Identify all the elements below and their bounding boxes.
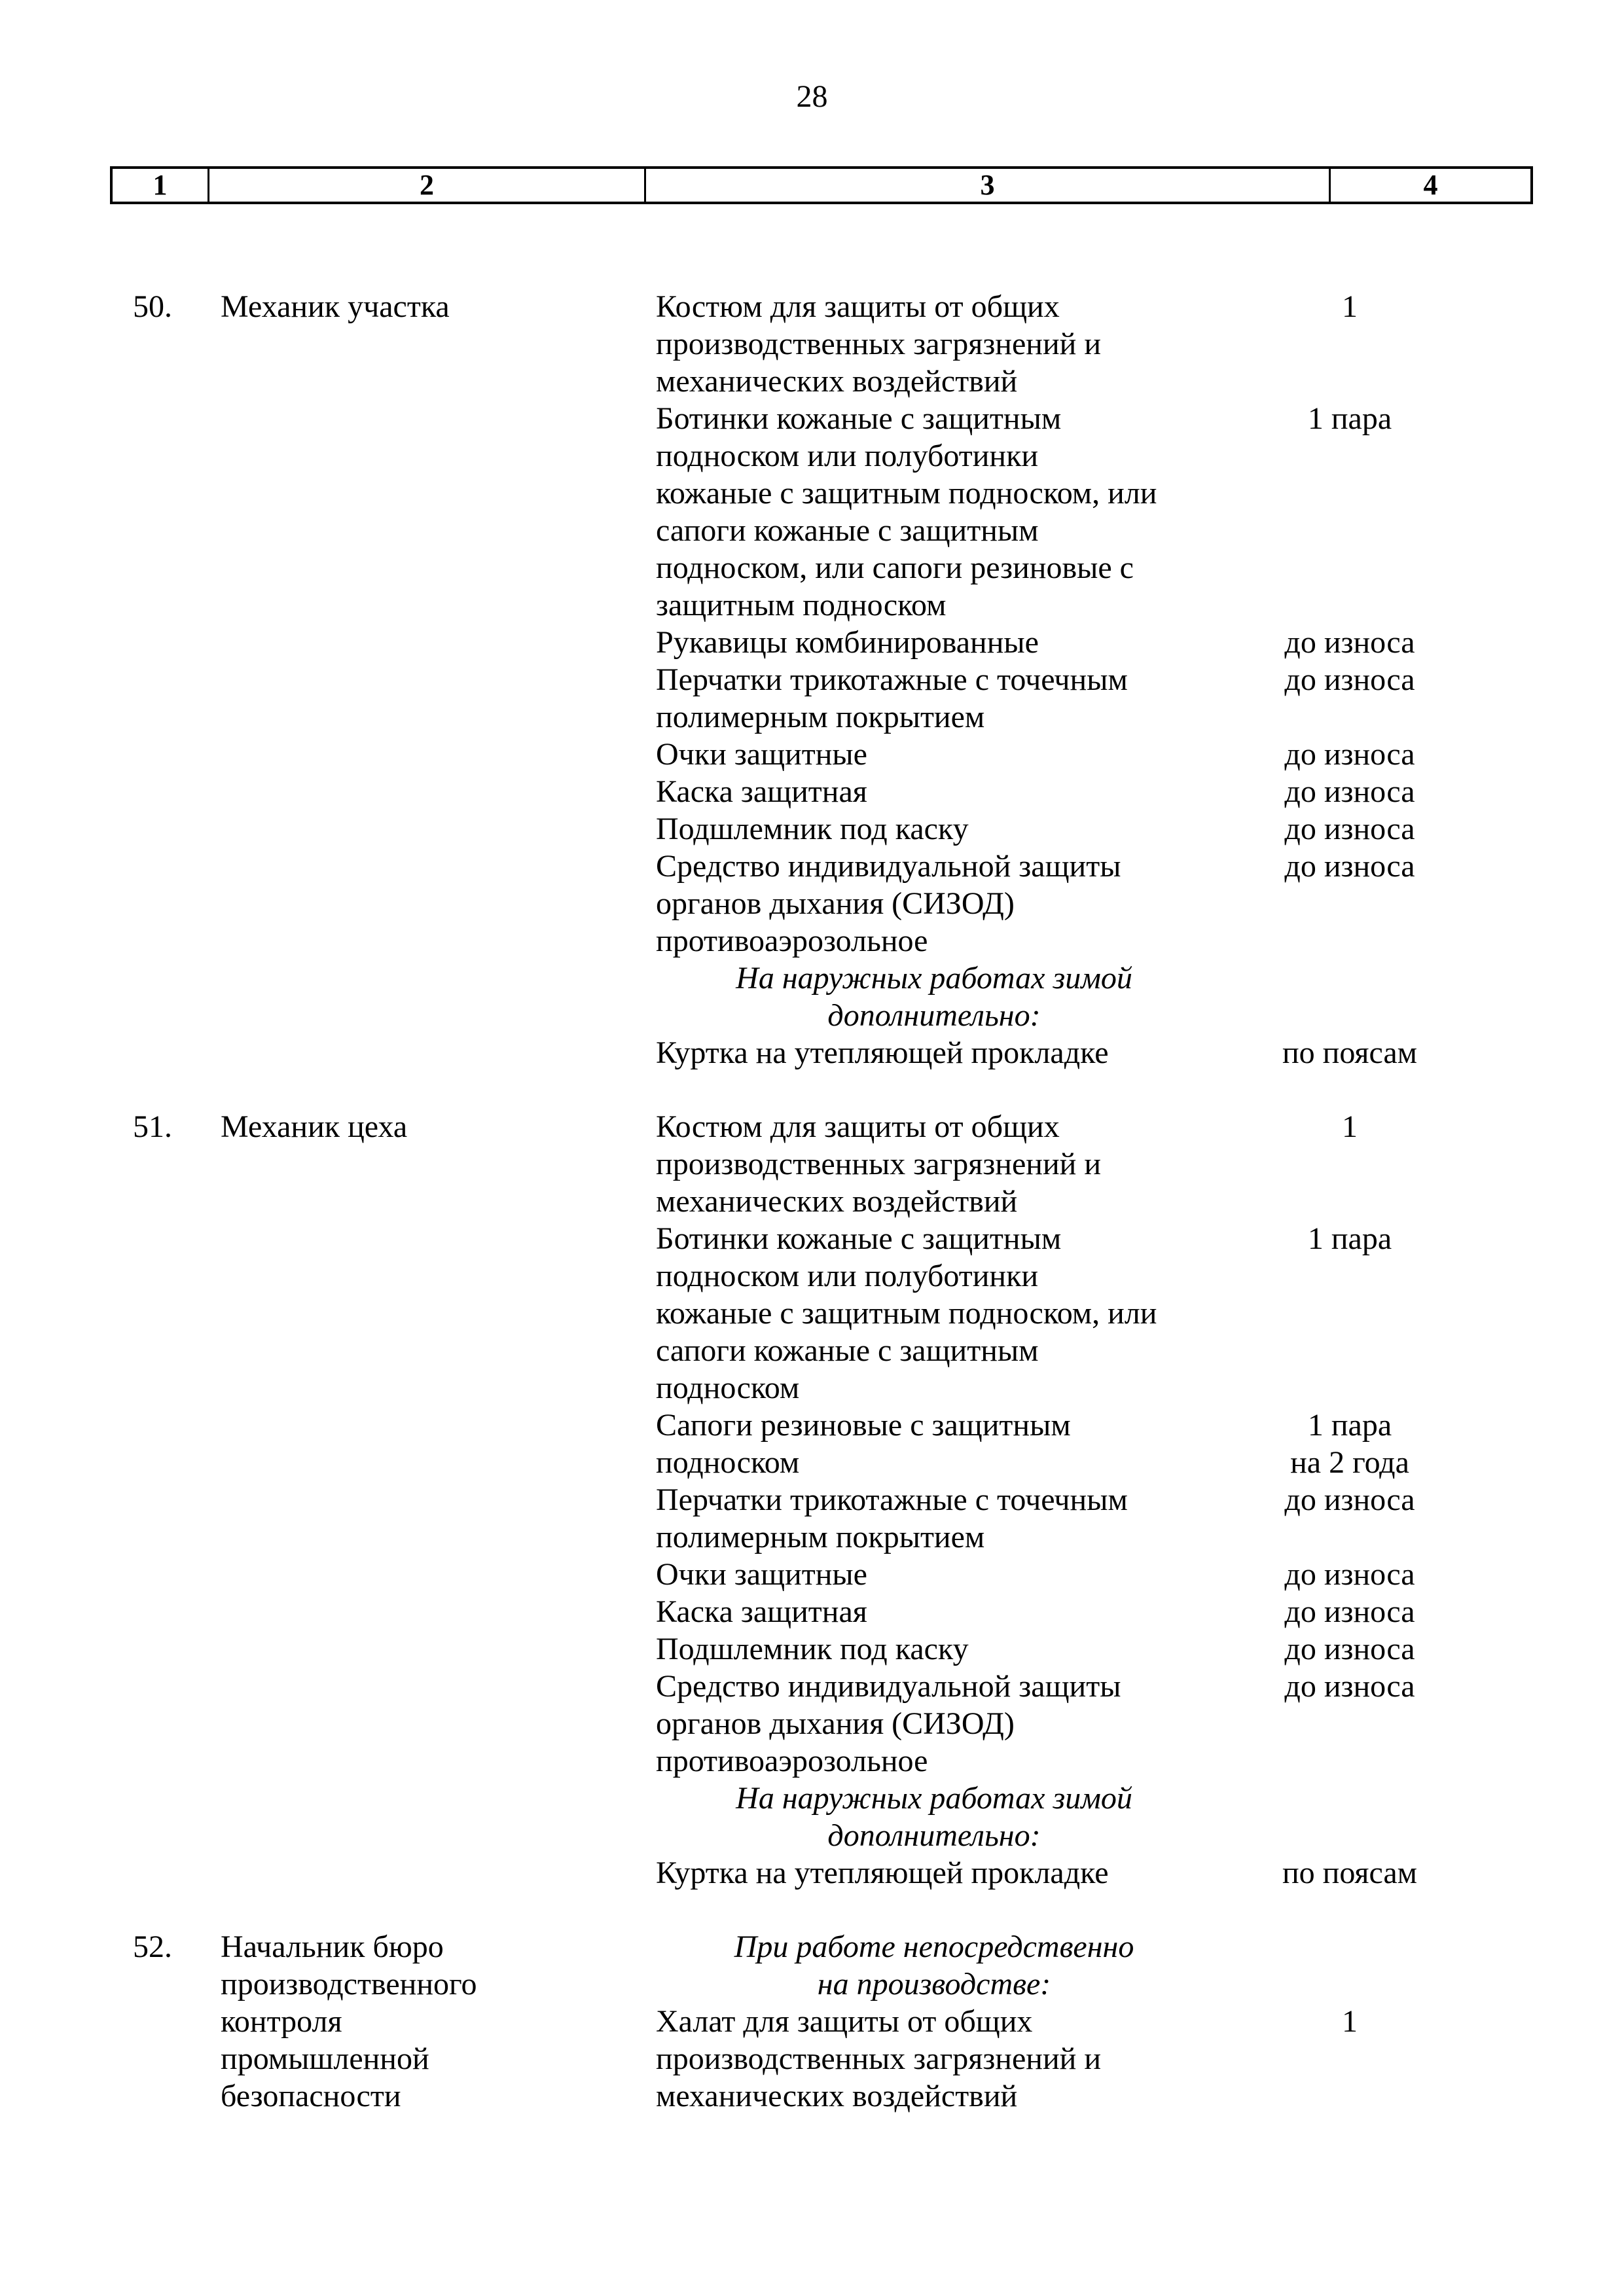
equipment-name-line: кожаные с защитным подноском, или — [656, 1296, 1157, 1331]
equipment-name-line: Перчатки трикотажные с точечным — [656, 662, 1128, 697]
row-number: 51. — [133, 1109, 172, 1144]
equipment-name — [656, 1108, 1212, 1220]
equipment-name-line: противоаэрозольное — [656, 1744, 928, 1778]
row-number: 50. — [133, 289, 172, 324]
equipment-quantity — [1212, 1407, 1487, 1481]
equipment-name-line: противоаэрозольное — [656, 924, 928, 958]
equipment-quantity-line: 1 — [1342, 289, 1358, 324]
condition-note-line: дополнительно: — [827, 1818, 1041, 1853]
equipment-name-line: защитным подноском — [656, 588, 947, 622]
equipment-list — [656, 1108, 1533, 1892]
equipment-name-line: органов дыхания (СИЗОД) — [656, 886, 1015, 921]
equipment-name-line: Рукавицы комбинированные — [656, 625, 1039, 660]
equipment-name-line: Ботинки кожаные с защитным — [656, 1221, 1062, 1256]
header-col-1: 1 — [113, 169, 209, 202]
equipment-quantity — [1212, 661, 1487, 736]
equipment-name-line: Подшлемник под каску — [656, 1632, 969, 1666]
equipment-item — [656, 1481, 1533, 1556]
condition-note-line: на производстве: — [817, 1967, 1051, 2001]
equipment-name-line: органов дыхания (СИЗОД) — [656, 1706, 1015, 1741]
equipment-quantity-line: 1 пара — [1307, 1408, 1392, 1443]
equipment-name — [656, 661, 1212, 736]
equipment-name-line: производственных загрязнений и — [656, 2041, 1102, 2076]
equipment-item — [656, 624, 1533, 661]
position-title-line: безопасности — [221, 2079, 401, 2113]
condition-note-line: При работе непосредственно — [734, 1929, 1134, 1964]
equipment-name-line: полимерным покрытием — [656, 1520, 985, 1554]
position-title-line: Начальник бюро — [221, 1929, 444, 1964]
table-row — [0, 1108, 1624, 1892]
condition-note-line: дополнительно: — [827, 998, 1041, 1033]
equipment-name-line: подноском — [656, 1371, 800, 1405]
equipment-item — [656, 2003, 1533, 2115]
position-title-line: контроля — [221, 2004, 342, 2039]
equipment-name-line: полимерным покрытием — [656, 700, 985, 734]
equipment-name-line: Костюм для защиты от общих — [656, 1109, 1060, 1144]
position-title — [221, 1928, 548, 2115]
equipment-item — [656, 1854, 1533, 1892]
equipment-name — [656, 1556, 1212, 1593]
equipment-quantity-line: 1 пара — [1307, 401, 1392, 436]
equipment-name-line: механических воздействий — [656, 2079, 1018, 2113]
equipment-quantity-line: на 2 года — [1290, 1445, 1409, 1480]
equipment-quantity — [1212, 1630, 1487, 1668]
equipment-name — [656, 1481, 1212, 1556]
equipment-name-line: сапоги кожаные с защитным — [656, 1333, 1039, 1368]
equipment-item — [656, 288, 1533, 400]
equipment-quantity — [1212, 848, 1487, 960]
position-title: Механик участка — [221, 289, 450, 324]
equipment-quantity-line: по поясам — [1282, 1856, 1418, 1890]
equipment-item — [656, 848, 1533, 960]
position-title-line: промышленной — [221, 2041, 429, 2076]
equipment-name-line: Каска защитная — [656, 1594, 867, 1629]
equipment-name — [656, 2003, 1212, 2115]
condition-note-line: На наружных работах зимой — [736, 1781, 1132, 1816]
equipment-item — [656, 736, 1533, 773]
equipment-item — [656, 1593, 1533, 1630]
header-col-2: 2 — [209, 169, 646, 202]
table-header — [110, 166, 1533, 204]
equipment-quantity — [1212, 1220, 1487, 1407]
equipment-quantity-line: 1 — [1342, 2004, 1358, 2039]
equipment-name — [656, 400, 1212, 624]
table-row — [0, 1928, 1624, 2115]
condition-note-line: На наружных работах зимой — [736, 961, 1132, 996]
equipment-name-line: механических воздействий — [656, 364, 1018, 399]
equipment-name — [656, 1407, 1212, 1481]
equipment-quantity — [1212, 1034, 1487, 1071]
condition-note — [656, 1928, 1212, 2003]
header-col-4: 4 — [1423, 169, 1438, 201]
equipment-quantity-line: до износа — [1284, 812, 1415, 846]
equipment-name-line: Перчатки трикотажные с точечным — [656, 1482, 1128, 1517]
equipment-item — [656, 1630, 1533, 1668]
equipment-name — [656, 1668, 1212, 1780]
equipment-item — [656, 1220, 1533, 1407]
equipment-quantity — [1212, 1854, 1487, 1892]
equipment-item — [656, 810, 1533, 848]
table-row — [0, 288, 1624, 1071]
equipment-quantity-line: до износа — [1284, 1669, 1415, 1704]
equipment-quantity — [1212, 1481, 1487, 1556]
equipment-name — [656, 736, 1212, 773]
equipment-quantity — [1212, 1593, 1487, 1630]
equipment-name-line: механических воздействий — [656, 1184, 1018, 1219]
equipment-name — [656, 1220, 1212, 1407]
equipment-quantity-line: 1 пара — [1307, 1221, 1392, 1256]
equipment-name-line: Куртка на утепляющей прокладке — [656, 1856, 1109, 1890]
position-title-line: производственного — [221, 1967, 477, 2001]
equipment-item — [656, 773, 1533, 810]
equipment-quantity — [1212, 2003, 1487, 2115]
equipment-name-line: Сапоги резиновые с защитным — [656, 1408, 1071, 1443]
position-title: Механик цеха — [221, 1109, 408, 1144]
equipment-item — [656, 1034, 1533, 1071]
equipment-name-line: подноском или полуботинки — [656, 439, 1039, 473]
equipment-quantity-line: до износа — [1284, 1594, 1415, 1629]
equipment-item — [656, 1108, 1533, 1220]
equipment-quantity-line: до износа — [1284, 737, 1415, 772]
equipment-name-line: подноском — [656, 1445, 800, 1480]
equipment-name — [656, 288, 1212, 400]
row-number: 52. — [133, 1929, 172, 1964]
equipment-name-line: подноском, или сапоги резиновые с — [656, 550, 1134, 585]
condition-note — [656, 960, 1212, 1034]
equipment-quantity — [1212, 288, 1487, 400]
equipment-list — [656, 288, 1533, 1071]
equipment-name-line: Подшлемник под каску — [656, 812, 969, 846]
equipment-quantity — [1212, 810, 1487, 848]
equipment-name-line: производственных загрязнений и — [656, 1147, 1102, 1181]
header-col-3: 3 — [646, 169, 1331, 202]
equipment-item — [656, 1668, 1533, 1780]
page-number: 28 — [796, 79, 828, 114]
equipment-name-line: сапоги кожаные с защитным — [656, 513, 1039, 548]
equipment-name-line: производственных загрязнений и — [656, 327, 1102, 361]
equipment-name-line: Каска защитная — [656, 774, 867, 809]
equipment-name — [656, 1593, 1212, 1630]
equipment-name — [656, 1854, 1212, 1892]
table-body — [0, 288, 1624, 2151]
equipment-quantity-line: до износа — [1284, 662, 1415, 697]
equipment-name — [656, 1630, 1212, 1668]
equipment-name-line: Средство индивидуальной защиты — [656, 1669, 1121, 1704]
equipment-item — [656, 661, 1533, 736]
condition-note — [656, 1780, 1212, 1854]
equipment-name — [656, 1034, 1212, 1071]
equipment-name-line: подноском или полуботинки — [656, 1259, 1039, 1293]
equipment-name-line: Костюм для защиты от общих — [656, 289, 1060, 324]
equipment-name-line: кожаные с защитным подноском, или — [656, 476, 1157, 511]
equipment-item — [656, 400, 1533, 624]
equipment-name — [656, 773, 1212, 810]
equipment-name-line: Куртка на утепляющей прокладке — [656, 1035, 1109, 1070]
equipment-quantity-line: до износа — [1284, 1557, 1415, 1592]
equipment-quantity-line: до износа — [1284, 1632, 1415, 1666]
equipment-quantity-line: до износа — [1284, 625, 1415, 660]
equipment-quantity — [1212, 736, 1487, 773]
equipment-quantity-line: до износа — [1284, 849, 1415, 884]
equipment-item — [656, 1556, 1533, 1593]
equipment-quantity-line: до износа — [1284, 1482, 1415, 1517]
equipment-name — [656, 624, 1212, 661]
equipment-quantity-line: по поясам — [1282, 1035, 1418, 1070]
equipment-quantity-line: до износа — [1284, 774, 1415, 809]
equipment-name — [656, 810, 1212, 848]
equipment-quantity — [1212, 773, 1487, 810]
equipment-quantity — [1212, 1668, 1487, 1780]
equipment-quantity — [1212, 400, 1487, 624]
equipment-name-line: Очки защитные — [656, 1557, 867, 1592]
equipment-list — [656, 1928, 1533, 2115]
equipment-quantity-line: 1 — [1342, 1109, 1358, 1144]
equipment-name-line: Очки защитные — [656, 737, 867, 772]
equipment-quantity — [1212, 1108, 1487, 1220]
equipment-item — [656, 1407, 1533, 1481]
equipment-name-line: Ботинки кожаные с защитным — [656, 401, 1062, 436]
equipment-name-line: Халат для защиты от общих — [656, 2004, 1033, 2039]
equipment-name — [656, 848, 1212, 960]
equipment-quantity — [1212, 624, 1487, 661]
equipment-quantity — [1212, 1556, 1487, 1593]
equipment-name-line: Средство индивидуальной защиты — [656, 849, 1121, 884]
